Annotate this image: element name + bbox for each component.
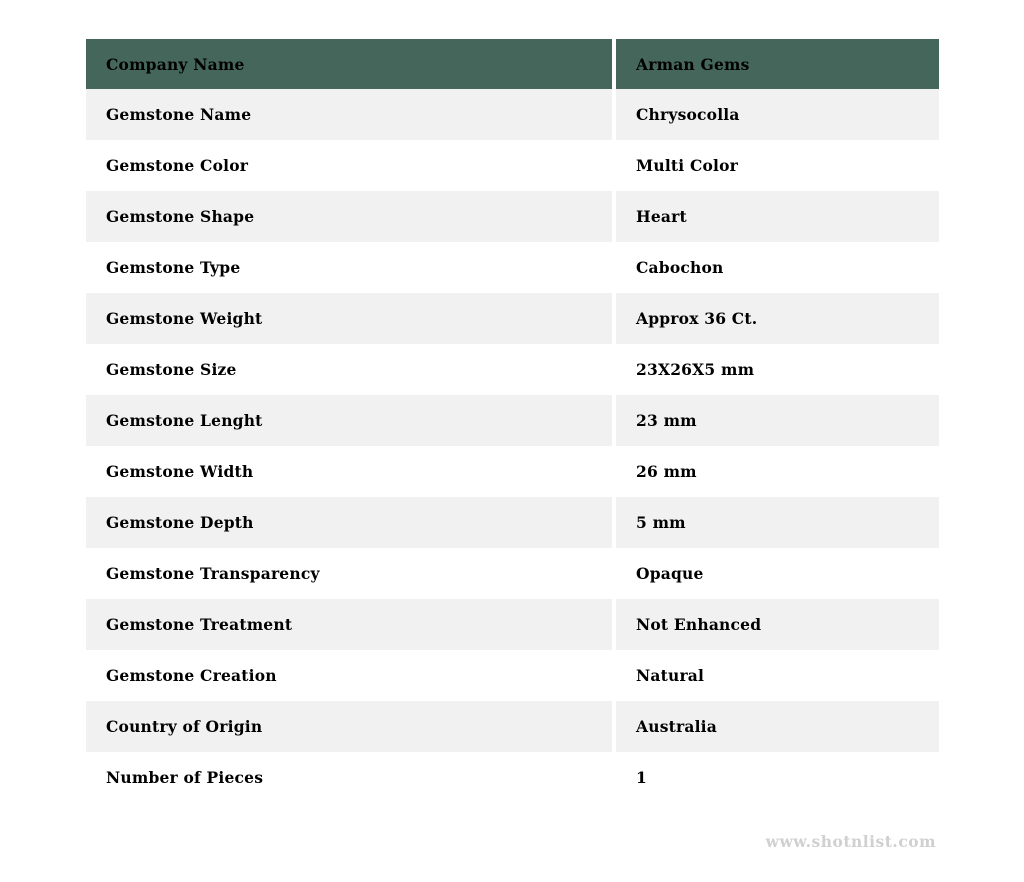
- row-value: 26 mm: [636, 462, 697, 481]
- row-label: Gemstone Depth: [106, 513, 254, 532]
- table-row: [86, 701, 939, 752]
- row-value: Opaque: [636, 564, 704, 583]
- table-row: [86, 548, 939, 599]
- row-label: Gemstone Size: [106, 360, 237, 379]
- row-label: Gemstone Name: [106, 105, 252, 124]
- row-value: Natural: [636, 666, 705, 685]
- row-label: Gemstone Weight: [106, 309, 263, 328]
- row-value: Australia: [636, 717, 718, 736]
- row-label: Gemstone Type: [106, 258, 241, 277]
- row-label: Gemstone Transparency: [106, 564, 320, 583]
- header-value-cell: [616, 39, 939, 89]
- row-label: Number of Pieces: [106, 768, 264, 787]
- table-row: [86, 140, 939, 191]
- row-value: 23 mm: [636, 411, 697, 430]
- table-row: [86, 446, 939, 497]
- row-label: Gemstone Color: [106, 156, 249, 175]
- watermark-text: www.shotnlist.com: [765, 832, 936, 851]
- row-value: 5 mm: [636, 513, 686, 532]
- table-header-row: [86, 39, 939, 89]
- table-row: [86, 89, 939, 140]
- table-row: [86, 752, 939, 803]
- row-value: Approx 36 Ct.: [636, 309, 758, 328]
- row-value: 23X26X5 mm: [636, 360, 755, 379]
- row-value: Not Enhanced: [636, 615, 762, 634]
- gemstone-spec-table: [86, 39, 939, 803]
- table-body: [86, 89, 939, 803]
- table-row: [86, 497, 939, 548]
- row-label: Gemstone Width: [106, 462, 254, 481]
- table-row: [86, 191, 939, 242]
- table-row: [86, 599, 939, 650]
- header-label: Company Name: [106, 54, 245, 74]
- row-value: 1: [636, 768, 647, 787]
- row-label: Gemstone Shape: [106, 207, 255, 226]
- table-row: [86, 293, 939, 344]
- row-value: Heart: [636, 207, 687, 226]
- table-row: [86, 395, 939, 446]
- table-row: [86, 650, 939, 701]
- row-label: Country of Origin: [106, 717, 263, 736]
- row-label: Gemstone Treatment: [106, 615, 293, 634]
- row-label: Gemstone Lenght: [106, 411, 263, 430]
- table-row: [86, 242, 939, 293]
- row-value: Chrysocolla: [636, 105, 740, 124]
- row-label: Gemstone Creation: [106, 666, 277, 685]
- row-value: Cabochon: [636, 258, 724, 277]
- company-name-value: Arman Gems: [636, 54, 750, 74]
- row-value: Multi Color: [636, 156, 739, 175]
- table-row: [86, 344, 939, 395]
- header-label-cell: [86, 39, 612, 89]
